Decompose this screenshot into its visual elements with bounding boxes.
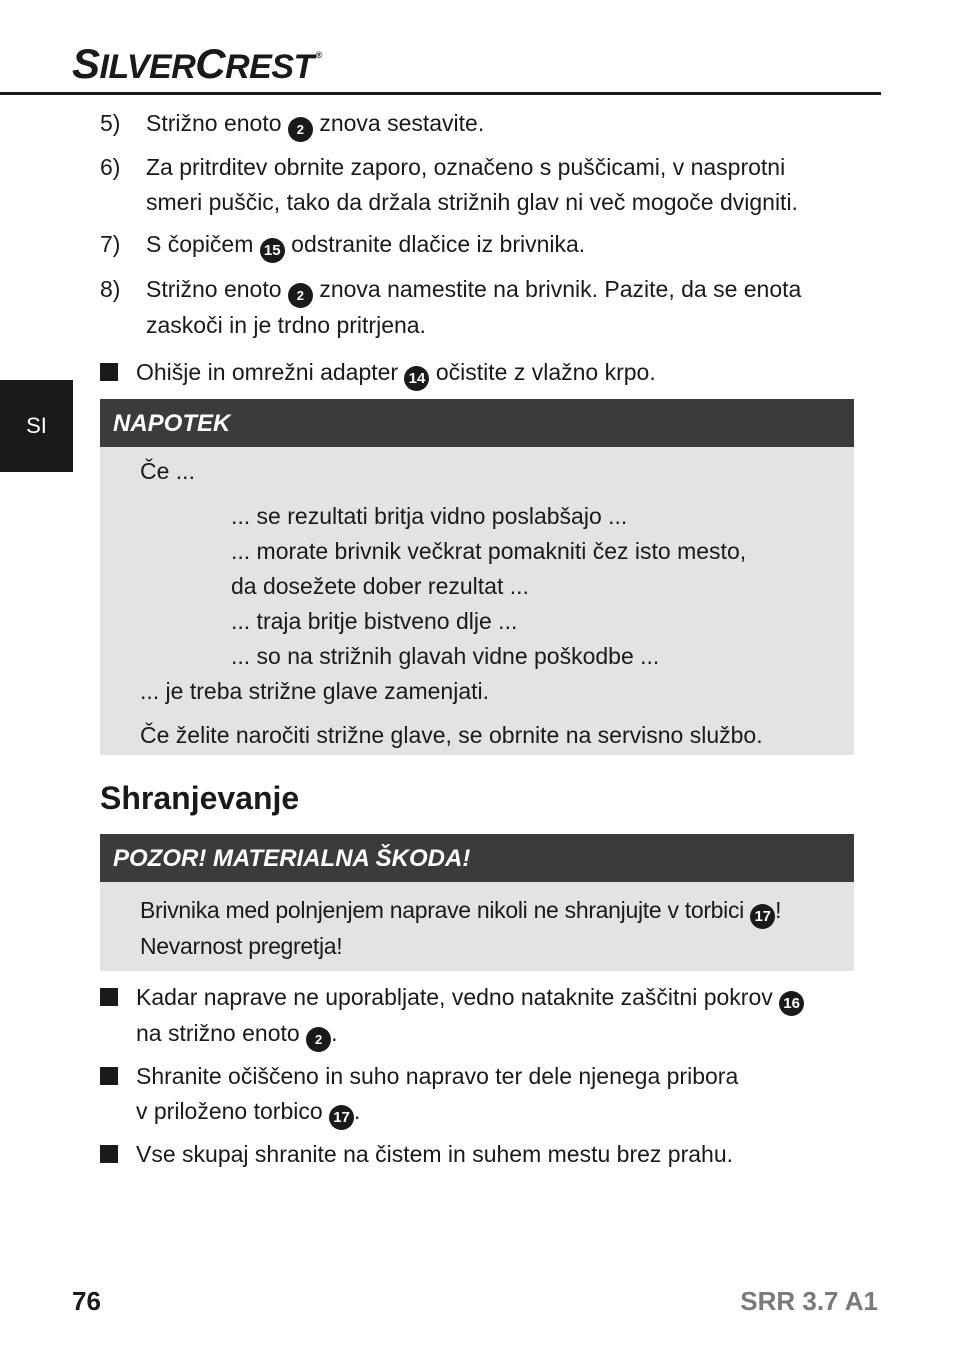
step-number: 6) — [100, 154, 121, 180]
caution-box — [100, 834, 854, 971]
caution-text: Brivnika med polnjenjem naprave nikoli ne shranjujte v torbici — [140, 897, 744, 923]
note-service: Če želite naročiti strižne glave, se obrnite na servisno službo. — [140, 722, 763, 748]
ref-number-icon: 17 — [329, 1105, 354, 1130]
step-text: zaskoči in je trdno pritrjena. — [146, 312, 426, 338]
ref-number-icon: 16 — [779, 991, 804, 1016]
bullet-square-icon — [100, 988, 118, 1006]
ref-number-icon: 14 — [404, 366, 429, 391]
step-number: 5) — [100, 110, 121, 136]
note-title: NAPOTEK — [100, 399, 854, 447]
language-tab-label: SI — [26, 413, 47, 438]
step-text: znova sestavite. — [319, 110, 485, 136]
ref-number-icon: 17 — [750, 904, 775, 929]
step-text: smeri puščic, tako da držala strižnih glav ni več mogoče dvigniti. — [146, 189, 798, 215]
bullet-text: v priloženo torbico — [136, 1098, 323, 1124]
note-intro: Če ... — [140, 458, 195, 484]
step-8 — [100, 272, 860, 343]
page-number: 76 — [72, 1286, 101, 1316]
ref-number-icon: 2 — [306, 1027, 331, 1052]
bullet-item — [100, 980, 860, 1052]
bullet-square-icon — [100, 363, 118, 381]
note-box — [100, 399, 854, 755]
step-text: Strižno enoto — [146, 110, 282, 136]
step-number: 7) — [100, 231, 121, 257]
header-rule — [0, 92, 881, 95]
step-text: Za pritrditev obrnite zaporo, označeno s puščicami, v nasprotni — [146, 154, 786, 180]
caution-title: POZOR! MATERIALNA ŠKODA! — [100, 834, 854, 882]
bullet-text: očistite z vlažno krpo. — [435, 359, 656, 385]
model-number: SRR 3.7 A1 — [740, 1286, 878, 1316]
step-7 — [100, 227, 860, 263]
note-item: da dosežete dober rezultat ... — [231, 573, 529, 599]
bullet-text: na strižno enoto — [136, 1020, 300, 1046]
step-text: S čopičem — [146, 231, 254, 257]
note-conclusion: ... je treba strižne glave zamenjati. — [140, 678, 489, 704]
bullet-item — [100, 355, 860, 391]
step-5 — [100, 106, 860, 142]
bullet-text: Shranite očiščeno in suho napravo ter dele njenega pribora — [136, 1063, 739, 1089]
silvercrest-logo: SILVERCREST ® — [72, 40, 322, 87]
step-text: znova namestite na brivnik. Pazite, da se enota — [319, 276, 802, 302]
step-text: Strižno enoto — [146, 276, 282, 302]
step-number: 8) — [100, 276, 121, 302]
ref-number-icon: 2 — [288, 117, 313, 142]
bullet-item — [100, 1059, 860, 1130]
ref-number-icon: 2 — [288, 283, 313, 308]
caution-text: Nevarnost pregretja! — [140, 933, 343, 959]
note-item: ... so na strižnih glavah vidne poškodbe ... — [231, 643, 660, 669]
step-6 — [100, 150, 860, 220]
note-item: ... se rezultati britja vidno poslabšajo ... — [231, 503, 628, 529]
note-item: ... traja britje bistveno dlje ... — [231, 608, 518, 634]
bullet-text: Kadar naprave ne uporabljate, vedno nataknite zaščitni pokrov — [136, 984, 773, 1010]
bullet-text: Vse skupaj shranite na čistem in suhem mestu brez prahu. — [136, 1141, 734, 1167]
bullet-square-icon — [100, 1067, 118, 1085]
language-tab — [0, 380, 73, 472]
bullet-square-icon — [100, 1145, 118, 1163]
bullet-text: . — [331, 1020, 338, 1046]
section-title: Shranjevanje — [100, 780, 300, 816]
ref-number-icon: 15 — [260, 238, 285, 263]
bullet-text: Ohišje in omrežni adapter — [136, 359, 399, 385]
bullet-text: . — [354, 1098, 361, 1124]
step-text: odstranite dlačice iz brivnika. — [291, 231, 586, 257]
note-item: ... morate brivnik večkrat pomakniti čez isto mesto, — [231, 538, 747, 564]
bullet-item — [100, 1137, 860, 1172]
caution-text: ! — [775, 897, 782, 923]
